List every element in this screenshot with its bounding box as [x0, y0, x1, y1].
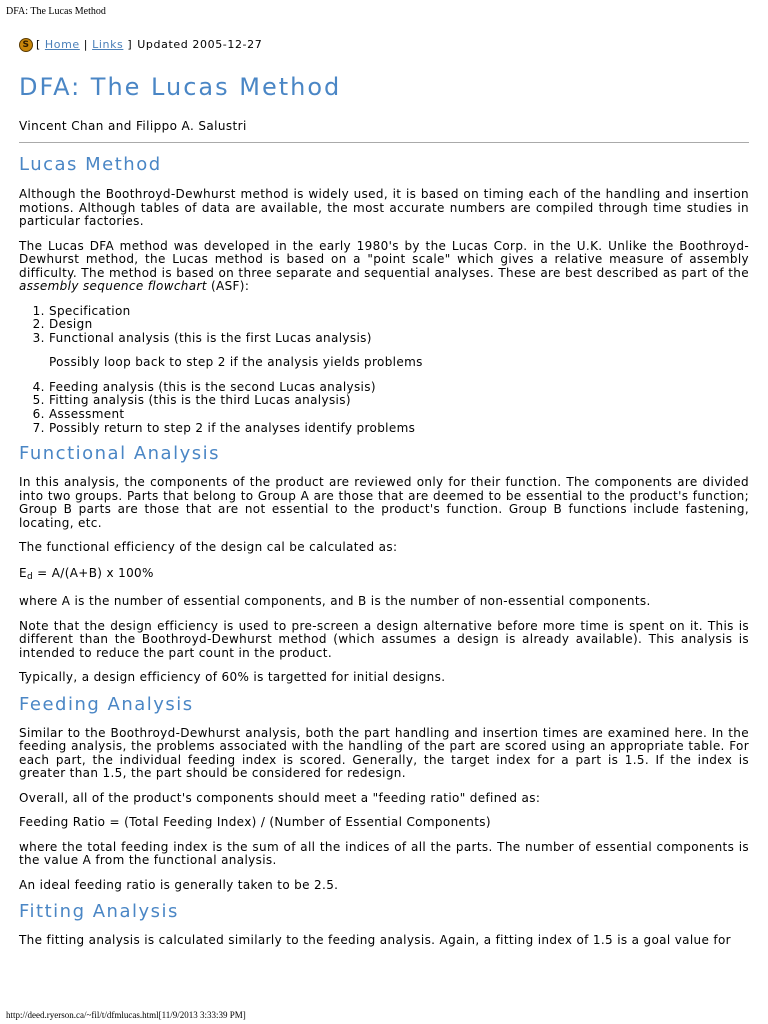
authors: Vincent Chan and Filippo A. Salustri [19, 119, 247, 133]
functional-paragraph-5: Typically, a design efficiency of 60% is targetted for initial designs. [19, 670, 446, 685]
list-item: 1. Specification [49, 305, 749, 319]
fitting-paragraph-1: The fitting analysis is calculated similarly to the feeding analysis. Again, a fitting index of 1.5 is a goal value for [19, 933, 731, 948]
feeding-paragraph-5: An ideal feeding ratio is generally taken to be 2.5. [19, 877, 339, 892]
article [19, 36, 749, 948]
list-item: 5. Fitting analysis (this is the third Lucas analysis) [49, 394, 749, 408]
asf-steps-list-a [19, 305, 749, 346]
functional-paragraph-1: In this analysis, the components of the product are reviewed only for their function. The components are divided into two groups. Parts that belong to Group A are those that are deemed to be essential to the product's function; Group B parts are those that are not essential to the product's function. Group B functions include fastening, locating, etc. [19, 475, 749, 530]
heading-fitting-analysis: Fitting Analysis [19, 901, 179, 923]
feeding-paragraph-1: Similar to the Boothroyd-Dewhurst analysis, both the part handling and insertion times are examined here. In the feeding analysis, the problems associated with the handling of the part are scored using an appropriate table. For each part, the individual feeding index is scored. Generally, the target index for a part is 1.5. If the index is greater than 1.5, the part should be considered for redesign. [19, 725, 749, 781]
list-item: 2. Design [49, 318, 749, 332]
feeding-paragraph-4: where the total feeding index is the sum of all the indices of all the parts. The number of essential components is the value A from the functional analysis. [19, 839, 749, 868]
site-logo-icon[interactable]: S [19, 38, 33, 52]
asf-steps-list-b [19, 381, 749, 435]
list-item: 3. Functional analysis (this is the first Lucas analysis) [49, 332, 749, 346]
links-link[interactable]: Links [92, 38, 124, 51]
functional-paragraph-2: The functional efficiency of the design cal be calculated as: [19, 540, 398, 555]
formula-rest: = A/(A+B) x 100% [33, 565, 154, 580]
lucas-paragraph-1: Although the Boothroyd-Dewhurst method is widely used, it is based on timing each of the handling and insertion motions. Although tables of data are available, the most accurate numbers are compiled through time studies in particular factories. [19, 187, 749, 228]
nav-close-bracket: ] [127, 38, 133, 51]
print-footer: http://deed.ryerson.ca/~fil/t/dfmlucas.html[11/9/2013 3:33:39 PM] [6, 1010, 246, 1020]
nav-divider: | [83, 38, 89, 51]
lucas-paragraph-2 [19, 240, 749, 294]
loop-note: Possibly loop back to step 2 if the analysis yields problems [49, 355, 423, 370]
asf-term: assembly sequence flowchart [19, 279, 207, 293]
list-item: 7. Possibly return to step 2 if the analyses identify problems [49, 422, 749, 436]
functional-paragraph-4: Note that the design efficiency is used to pre-screen a design alternative before more time is spent on it. This is different than the Boothroyd-Dewhurst method (which assumes a design is already available). This analysis is intended to reduce the part count in the product. [19, 618, 749, 660]
nav-open-bracket: [ [36, 38, 41, 51]
formula-e: E [19, 565, 27, 580]
formula-subscript: d [26, 571, 34, 582]
updated-date: Updated 2005-12-27 [137, 38, 263, 51]
heading-functional-analysis: Functional Analysis [19, 443, 220, 465]
lucas-p2-text: The Lucas DFA method was developed in the early 1980's by the Lucas Corp. in the U.K. Unlike the Boothroyd-Dewhurst method, the Lucas method is based on a "point scale" which gives a relative measure of assembly difficulty. The method is based on three separate and sequential analyses. These are best described as part of the [19, 238, 749, 280]
top-nav [19, 36, 749, 54]
heading-lucas-method: Lucas Method [19, 154, 162, 175]
page-title: DFA: The Lucas Method [19, 73, 342, 101]
divider-rule [19, 142, 749, 143]
list-item: 6. Assessment [49, 408, 749, 422]
home-link[interactable]: Home [44, 38, 80, 51]
feeding-paragraph-2: Overall, all of the product's components should meet a "feeding ratio" defined as: [19, 790, 541, 805]
print-header: DFA: The Lucas Method [6, 6, 106, 17]
functional-paragraph-3: where A is the number of essential components, and B is the number of non-essential components. [19, 594, 651, 609]
feeding-ratio-formula: Feeding Ratio = (Total Feeding Index) / (Number of Essential Components) [19, 815, 491, 830]
lucas-p2-tail: (ASF): [206, 279, 250, 293]
efficiency-formula [19, 567, 749, 585]
list-item: 4. Feeding analysis (this is the second Lucas analysis) [49, 381, 749, 395]
heading-feeding-analysis: Feeding Analysis [19, 693, 194, 715]
